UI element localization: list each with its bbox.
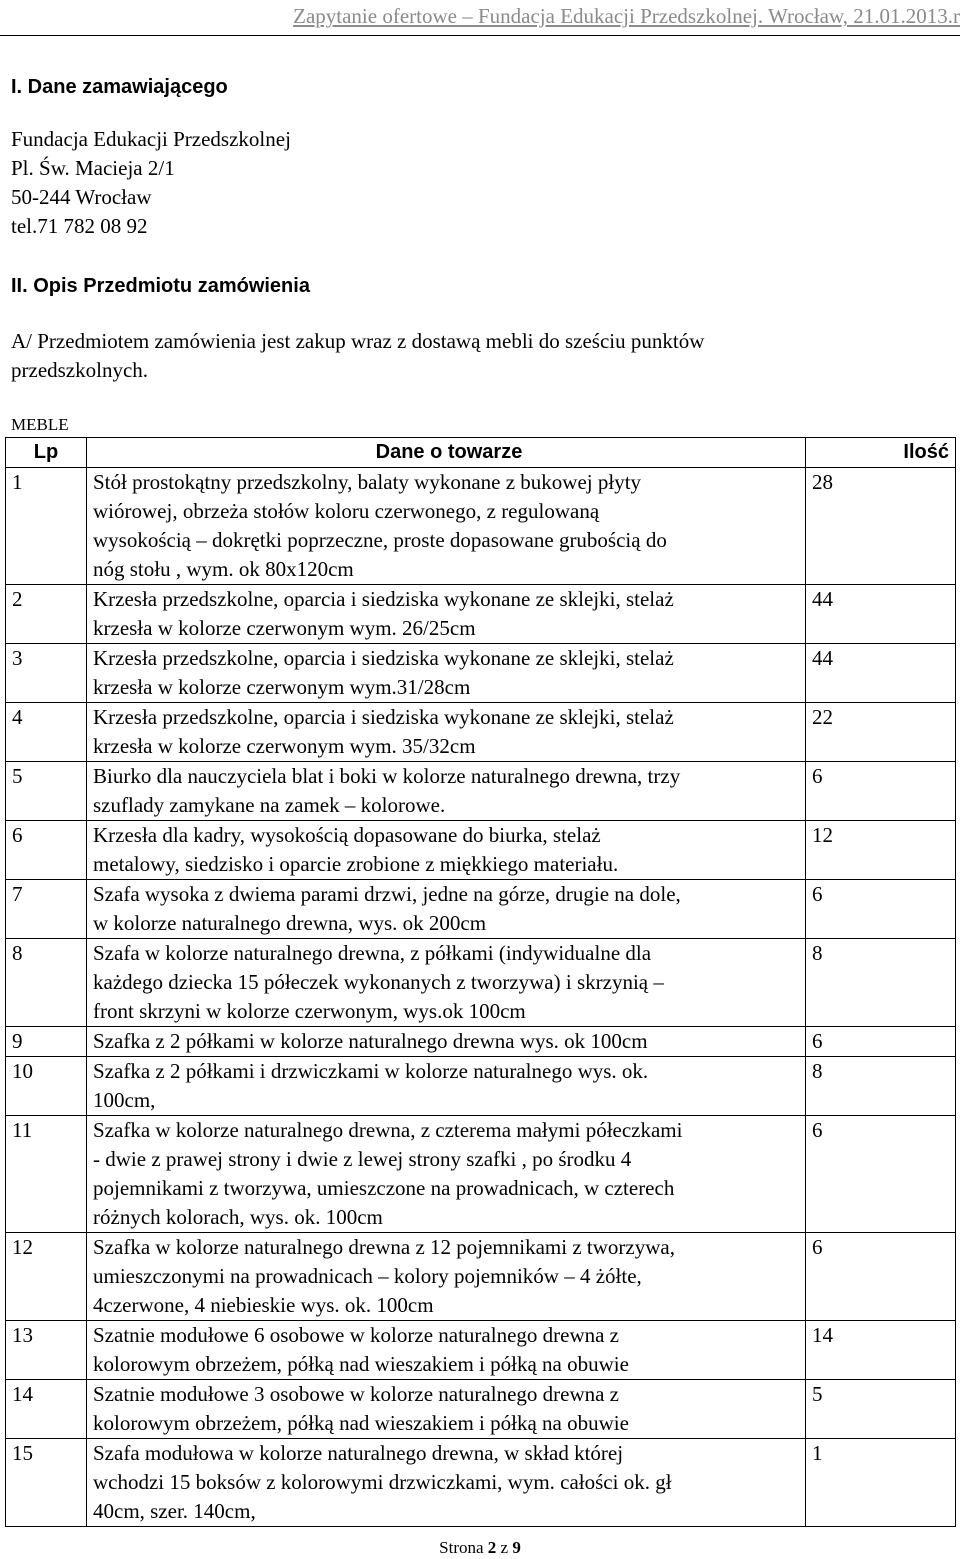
table-row [6, 880, 956, 939]
row-quantity: 6 [806, 880, 956, 939]
row-quantity: 14 [806, 1321, 956, 1380]
header-title: Zapytanie ofertowe – Fundacja Edukacji Przedszkolnej. Wrocław, 21.01.2013.r [293, 4, 960, 28]
row-lp: 15 [6, 1439, 87, 1527]
row-lp: 8 [6, 939, 87, 1027]
row-description [87, 1057, 806, 1116]
table-row [6, 762, 956, 821]
row-quantity: 8 [806, 1057, 956, 1116]
description-line: Biurko dla nauczyciela blat i boki w kolorze naturalnego drewna, trzy [93, 764, 681, 788]
row-quantity: 6 [806, 762, 956, 821]
footer-prefix: Strona [439, 1538, 484, 1557]
description-line: Krzesła przedszkolne, oparcia i siedziska wykonane ze sklejki, stelaż [93, 705, 674, 729]
row-quantity: 6 [806, 1027, 956, 1057]
row-lp: 9 [6, 1027, 87, 1057]
description-line: Szafka z 2 półkami i drzwiczkami w kolorze naturalnego wys. ok. [93, 1059, 649, 1083]
page-header [0, 2, 960, 36]
row-lp: 3 [6, 644, 87, 703]
description-line: szuflady zamykane na zamek – kolorowe. [93, 793, 446, 817]
intro-line-2: przedszkolnych. [11, 358, 149, 382]
description-line: różnych kolorach, wys. ok. 100cm [93, 1205, 383, 1229]
description-line: Szafa wysoka z dwiema parami drzwi, jedne na górze, drugie na dole, [93, 882, 681, 906]
description-line: krzesła w kolorze czerwonym wym.31/28cm [93, 675, 471, 699]
row-description [87, 939, 806, 1027]
description-line: każdego dziecka 15 półeczek wykonanych z tworzywa) i skrzynią – [93, 970, 664, 994]
description-line: Szafa modułowa w kolorze naturalnego drewna, w skład której [93, 1441, 624, 1465]
description-line: Krzesła przedszkolne, oparcia i siedziska wykonane ze sklejki, stelaż [93, 587, 674, 611]
footer-sep: z [500, 1538, 509, 1557]
header-lp: Lp [6, 438, 87, 468]
address-line-1: Fundacja Edukacji Przedszkolnej [11, 127, 291, 151]
row-lp: 1 [6, 468, 87, 585]
table-row [6, 821, 956, 880]
table-row [6, 1116, 956, 1233]
row-quantity: 28 [806, 468, 956, 585]
description-line: krzesła w kolorze czerwonym wym. 26/25cm [93, 616, 476, 640]
description-line: metalowy, siedzisko i oparcie zrobione z miękkiego materiału. [93, 852, 619, 876]
table-row [6, 703, 956, 762]
description-line: Szafka w kolorze naturalnego drewna, z czterema małymi półeczkami [93, 1118, 683, 1142]
description-line: Stół prostokątny przedszkolny, balaty wykonane z bukowej płyty [93, 470, 642, 494]
intro-line-1: A/ Przedmiotem zamówienia jest zakup wraz z dostawą mebli do sześciu punktów [11, 329, 705, 353]
table-row [6, 1027, 956, 1057]
row-lp: 5 [6, 762, 87, 821]
page-footer [0, 1538, 960, 1558]
description-line: umieszczonymi na prowadnicach – kolory pojemników – 4 żółte, [93, 1264, 642, 1288]
description-line: pojemnikami z tworzywa, umieszczone na prowadnicach, w czterech [93, 1176, 675, 1200]
header-qty: Ilość [806, 438, 956, 468]
row-description [87, 1116, 806, 1233]
row-description [87, 1027, 806, 1057]
row-description [87, 644, 806, 703]
description-line: Krzesła przedszkolne, oparcia i siedziska wykonane ze sklejki, stelaż [93, 646, 674, 670]
description-line: - dwie z prawej strony i dwie z lewej strony szafki , po środku 4 [93, 1147, 632, 1171]
row-lp: 6 [6, 821, 87, 880]
row-lp: 4 [6, 703, 87, 762]
row-quantity: 5 [806, 1380, 956, 1439]
table-row [6, 585, 956, 644]
row-quantity: 44 [806, 644, 956, 703]
goods-table [5, 437, 956, 1527]
description-line: 100cm, [93, 1088, 156, 1112]
description-line: Szafka z 2 półkami w kolorze naturalnego drewna wys. ok 100cm [93, 1029, 648, 1053]
table-row [6, 1321, 956, 1380]
description-line: Szatnie modułowe 3 osobowe w kolorze naturalnego drewna z [93, 1382, 620, 1406]
row-lp: 14 [6, 1380, 87, 1439]
description-line: 4czerwone, 4 niebieskie wys. ok. 100cm [93, 1293, 434, 1317]
row-description [87, 703, 806, 762]
row-lp: 11 [6, 1116, 87, 1233]
address-line-4: tel.71 782 08 92 [11, 214, 148, 238]
description-line: w kolorze naturalnego drewna, wys. ok 200cm [93, 911, 487, 935]
table-row [6, 939, 956, 1027]
row-lp: 13 [6, 1321, 87, 1380]
row-lp: 2 [6, 585, 87, 644]
table-row [6, 468, 956, 585]
description-line: kolorowym obrzeżem, półką nad wieszakiem i półką na obuwie [93, 1411, 629, 1435]
row-description [87, 468, 806, 585]
section-1-title: I. Dane zamawiającego [11, 76, 228, 98]
table-row [6, 644, 956, 703]
description-line: Szafa w kolorze naturalnego drewna, z półkami (indywidualne dla [93, 941, 652, 965]
description-line: Szatnie modułowe 6 osobowe w kolorze naturalnego drewna z [93, 1323, 620, 1347]
description-line: kolorowym obrzeżem, półką nad wieszakiem i półką na obuwie [93, 1352, 629, 1376]
table-row [6, 1057, 956, 1116]
description-line: krzesła w kolorze czerwonym wym. 35/32cm [93, 734, 476, 758]
row-description [87, 762, 806, 821]
description-line: 40cm, szer. 140cm, [93, 1499, 256, 1523]
row-description [87, 1233, 806, 1321]
description-line: wiórowej, obrzeża stołów koloru czerwonego, z regulowaną [93, 499, 600, 523]
footer-total: 9 [512, 1538, 521, 1557]
row-quantity: 44 [806, 585, 956, 644]
row-quantity: 8 [806, 939, 956, 1027]
description-line: nóg stołu , wym. ok 80x120cm [93, 557, 354, 581]
table-row [6, 1380, 956, 1439]
row-quantity: 6 [806, 1116, 956, 1233]
description-line: wchodzi 15 boksów z kolorowymi drzwiczkami, wym. całości ok. gł [93, 1470, 672, 1494]
row-description [87, 1321, 806, 1380]
section-2-title: II. Opis Przedmiotu zamówienia [11, 275, 310, 297]
row-quantity: 12 [806, 821, 956, 880]
table-header-row [6, 438, 956, 468]
row-description [87, 585, 806, 644]
description-line: Szafka w kolorze naturalnego drewna z 12 pojemnikami z tworzywa, [93, 1235, 675, 1259]
row-quantity: 6 [806, 1233, 956, 1321]
row-lp: 12 [6, 1233, 87, 1321]
description-line: front skrzyni w kolorze czerwonym, wys.ok 100cm [93, 999, 526, 1023]
table-row [6, 1439, 956, 1527]
table-row [6, 1233, 956, 1321]
row-description [87, 1439, 806, 1527]
row-description [87, 1380, 806, 1439]
table-caption: MEBLE [11, 415, 69, 434]
row-quantity: 1 [806, 1439, 956, 1527]
footer-page: 2 [487, 1538, 497, 1557]
address-line-3: 50-244 Wrocław [11, 185, 152, 209]
table-body [6, 468, 956, 1527]
address-line-2: Pl. Św. Macieja 2/1 [11, 156, 175, 180]
description-line: Krzesła dla kadry, wysokością dopasowane do biurka, stelaż [93, 823, 601, 847]
header-desc: Dane o towarze [87, 438, 806, 468]
row-description [87, 880, 806, 939]
row-lp: 10 [6, 1057, 87, 1116]
row-description [87, 821, 806, 880]
row-lp: 7 [6, 880, 87, 939]
description-line: wysokością – dokrętki poprzeczne, proste dopasowane grubością do [93, 528, 667, 552]
row-quantity: 22 [806, 703, 956, 762]
